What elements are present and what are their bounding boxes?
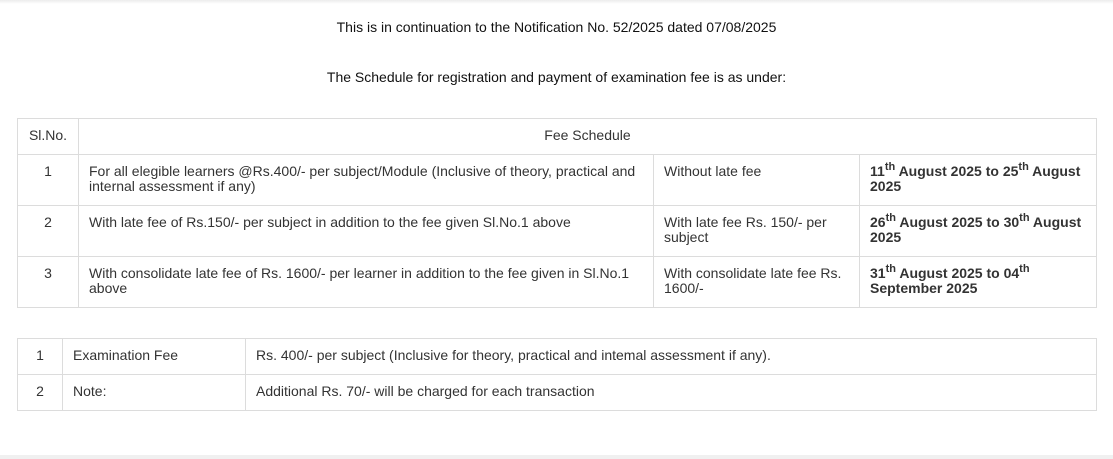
table-row [18,339,1097,375]
row-sl-no: 1 [18,155,79,206]
to-rest: August 2025 [870,163,1081,194]
fee-table-header-row [18,119,1097,155]
from-rest: August 2025 to [895,163,1003,179]
fee-info-table [17,338,1097,411]
row-sl-no: 2 [18,206,79,257]
row-fee-type: Without late fee [654,155,860,206]
from-day: 31 [870,265,886,281]
to-suffix: th [1019,263,1030,275]
row-sl-no: 3 [18,257,79,308]
info-label: Examination Fee [63,339,246,375]
schedule-intro: The Schedule for registration and payment of examination fee is as under: [326,69,787,85]
from-day: 26 [870,214,886,230]
continuation-notice: This is in continuation to the Notification No. 52/2025 dated 07/08/2025 [336,19,777,35]
header-fee-schedule: Fee Schedule [79,119,1097,155]
from-suffix: th [885,212,896,224]
to-day: 25 [1002,163,1019,179]
row-date-range [860,206,1097,257]
info-sl-no: 1 [18,339,63,375]
row-fee-type: With consolidate late fee Rs. 1600/- [654,257,860,308]
header-sl-no: Sl.No. [18,119,79,155]
info-sl-no: 2 [18,375,63,411]
table-row [18,375,1097,411]
to-rest: August 2025 [870,214,1082,245]
to-suffix: th [1019,212,1030,224]
to-day: 04 [1003,265,1020,281]
to-suffix: th [1018,161,1029,173]
row-description: With late fee of Rs.150/- per subject in addition to the fee given Sl.No.1 above [79,206,654,257]
row-description: With consolidate late fee of Rs. 1600/- per learner in addition to the fee given in Sl.No.1 above [79,257,654,308]
table-row [18,155,1097,206]
row-fee-type: With late fee Rs. 150/- per subject [654,206,860,257]
table-row [18,206,1097,257]
info-label: Note: [63,375,246,411]
row-date-range [860,257,1097,308]
bottom-rule [0,455,1113,459]
info-value: Rs. 400/- per subject (Inclusive for theory, practical and intemal assessment if any). [246,339,1097,375]
from-suffix: th [884,161,896,173]
to-day: 30 [1003,214,1020,230]
table-row [18,257,1097,308]
row-description: For all elegible learners @Rs.400/- per subject/Module (Inclusive of theory, practical and internal assessment if any) [79,155,654,206]
from-suffix: th [885,263,896,275]
info-value: Additional Rs. 70/- will be charged for each transaction [246,375,1097,411]
from-day: 11 [870,163,885,179]
top-shadow [0,0,1113,4]
from-rest: August 2025 to [895,214,1004,230]
fee-schedule-table [17,118,1097,308]
from-rest: August 2025 to [895,265,1004,281]
row-date-range [860,155,1097,206]
to-rest: September 2025 [870,280,978,296]
